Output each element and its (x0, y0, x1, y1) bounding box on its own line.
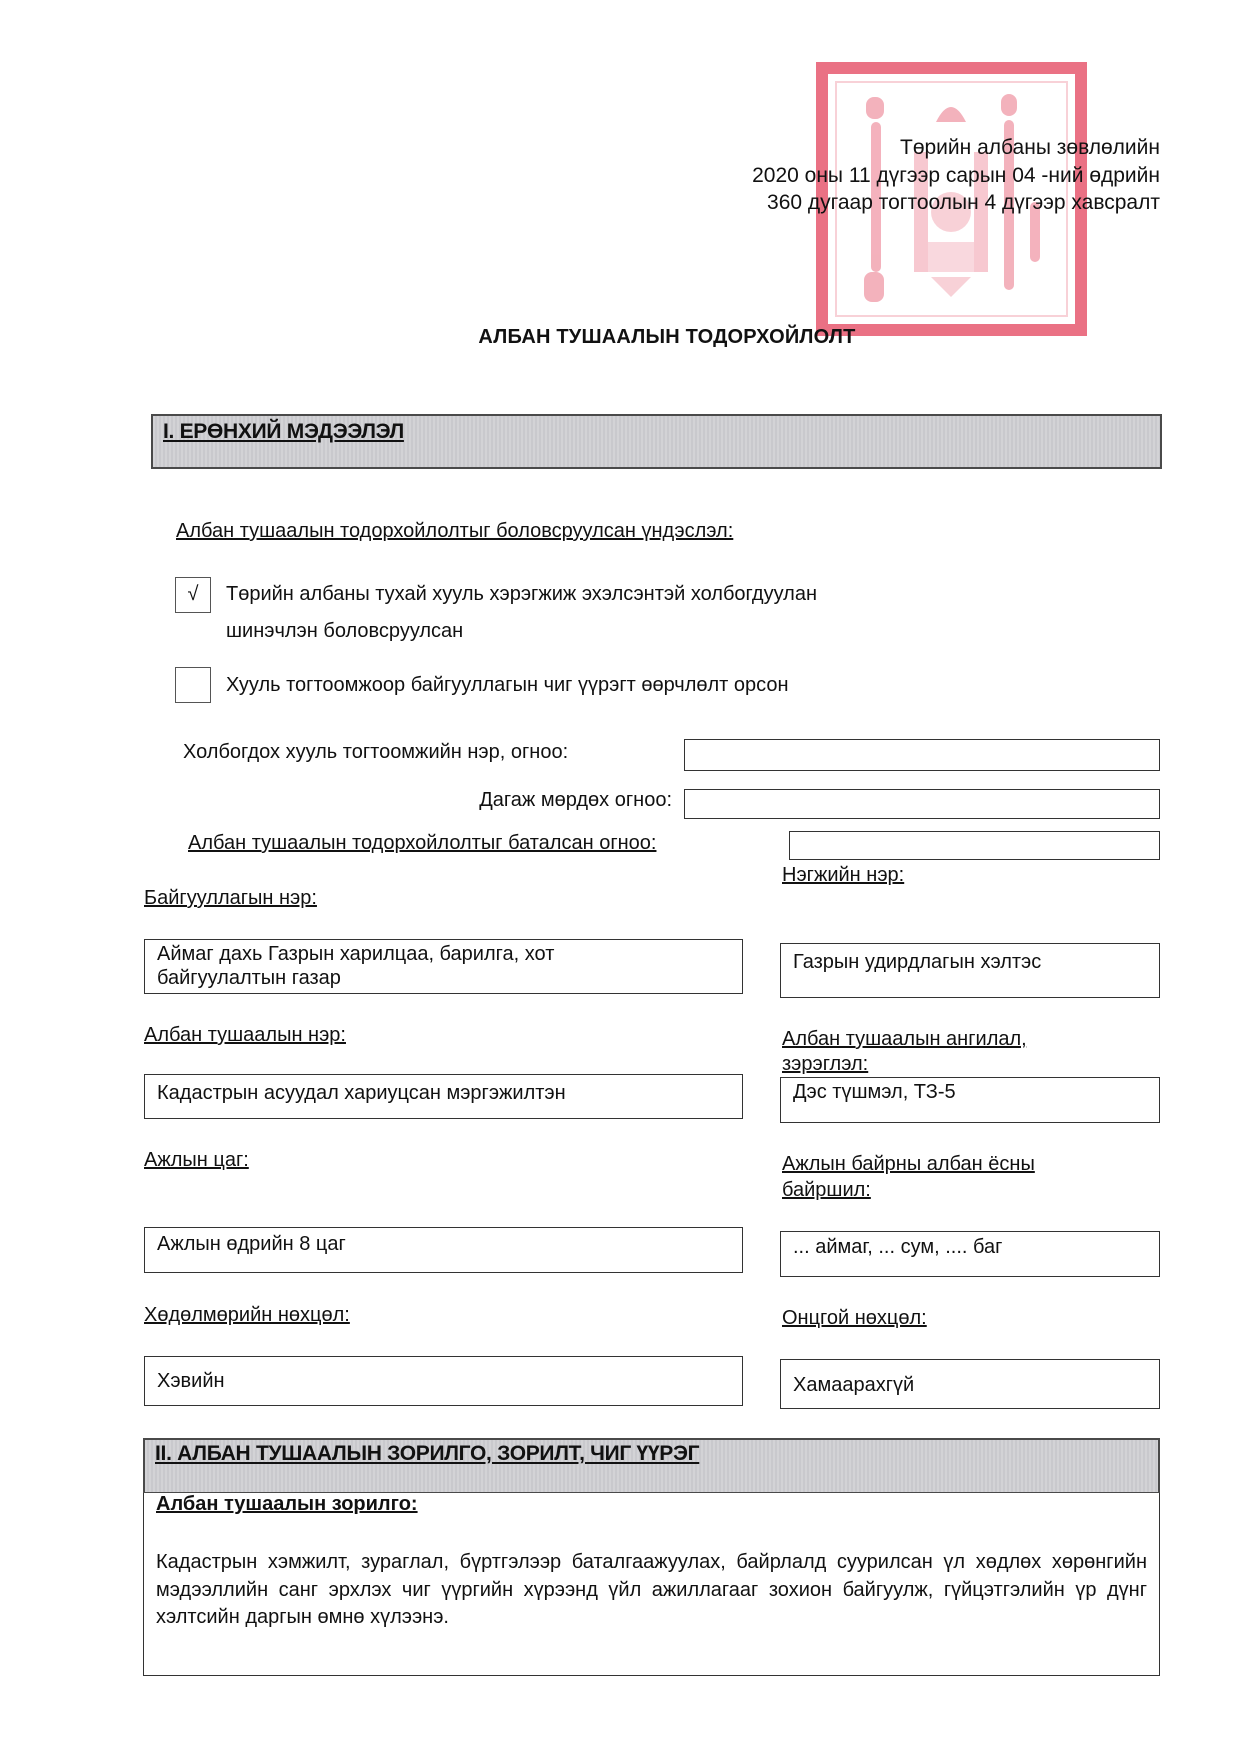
related-law-label: Холбогдох хууль тогтоомжийн нэр, огноо: (183, 741, 569, 763)
location-label-line2: байршил: (782, 1179, 871, 1201)
working-hours-label: Ажлын цаг: (144, 1149, 249, 1171)
working-conditions-field[interactable] (144, 1356, 743, 1406)
special-conditions-label: Онцгой нөхцөл: (782, 1307, 927, 1329)
unit-field[interactable] (780, 943, 1160, 998)
basis-option-2-label: Хууль тогтоомжоор байгууллагын чиг үүрэгт өөрчлөлт орсон (226, 674, 789, 696)
related-law-field[interactable] (684, 739, 1160, 771)
basis-option-2-checkbox[interactable] (175, 667, 211, 703)
location-field[interactable] (780, 1231, 1160, 1277)
organization-value-line2: байгуулалтын газар (157, 967, 341, 989)
section-1-header (151, 414, 1162, 469)
classification-value: Дэс түшмэл, ТЗ-5 (793, 1081, 956, 1103)
section-1-title: I. ЕРӨНХИЙ МЭДЭЭЛЭЛ (163, 420, 404, 443)
classification-field[interactable] (780, 1077, 1160, 1123)
unit-label: Нэгжийн нэр: (782, 864, 905, 886)
effective-date-field[interactable] (684, 789, 1160, 819)
working-hours-value: Ажлын өдрийн 8 цаг (157, 1233, 346, 1255)
location-label-line1: Ажлын байрны албан ёсны (782, 1153, 1035, 1175)
basis-option-1-label-line2: шинэчлэн боловсруулсан (226, 620, 464, 642)
special-conditions-field[interactable] (780, 1359, 1160, 1409)
special-conditions-value: Хамаарахгүй (793, 1374, 915, 1396)
classification-label-line2: зэрэглэл: (782, 1053, 869, 1075)
position-name-field[interactable] (144, 1074, 743, 1119)
section-2-title: II. АЛБАН ТУШААЛЫН ЗОРИЛГО, ЗОРИЛТ, ЧИГ ҮҮРЭГ (155, 1442, 700, 1465)
organization-field[interactable] (144, 939, 743, 994)
goal-text: Кадастрын хэмжилт, зураглал, бүртгэлээр баталгаажуулах, байрлалд суурилсан үл хөдлөх хөрөнгийн мэдээллийн санг эрхлэх чиг үүргийн хүрээнд үйл ажиллагааг зохион байгуулж, гүйцэтгэлийн үр дүнг хэлтсийн даргын өмнө хүлээнэ. (156, 1551, 1147, 1628)
approved-date-field[interactable] (789, 831, 1160, 860)
basis-option-1-label-line1: Төрийн албаны тухай хууль хэрэгжиж эхэлсэнтэй холбогдуулан (226, 583, 817, 605)
header-line-council: Төрийн албаны зөвлөлийн (900, 136, 1160, 159)
working-conditions-value: Хэвийн (157, 1370, 225, 1392)
basis-label: Албан тушаалын тодорхойлолтыг боловсруулсан үндэслэл: (176, 520, 734, 542)
working-hours-field[interactable] (144, 1227, 743, 1273)
organization-value-line1: Аймаг дахь Газрын харилцаа, барилга, хот (157, 943, 555, 965)
document-title: АЛБАН ТУШААЛЫН ТОДОРХОЙЛОЛТ (478, 326, 856, 348)
position-name-label: Албан тушаалын нэр: (144, 1024, 346, 1046)
approved-date-label: Албан тушаалын тодорхойлолтыг баталсан огноо: (188, 832, 657, 854)
basis-option-1-checkbox[interactable]: √ (175, 577, 211, 613)
goal-box (143, 1493, 1160, 1676)
section-2-header (143, 1438, 1160, 1494)
header-line-date: 2020 оны 11 дүгээр сарын 04 -ний өдрийн (752, 164, 1160, 187)
location-value: ... аймаг, ... сум, .... баг (793, 1236, 1003, 1258)
organization-label: Байгууллагын нэр: (144, 887, 317, 909)
effective-date-label: Дагаж мөрдөх огноо: (479, 789, 672, 811)
goal-title: Албан тушаалын зорилго: (156, 1493, 418, 1515)
header-line-resolution: 360 дугаар тогтоолын 4 дүгээр хавсралт (767, 191, 1160, 214)
position-name-value: Кадастрын асуудал хариуцсан мэргэжилтэн (157, 1082, 566, 1104)
unit-value: Газрын удирдлагын хэлтэс (793, 951, 1042, 973)
working-conditions-label: Хөдөлмөрийн нөхцөл: (144, 1304, 350, 1326)
classification-label-line1: Албан тушаалын ангилал, (782, 1028, 1027, 1050)
